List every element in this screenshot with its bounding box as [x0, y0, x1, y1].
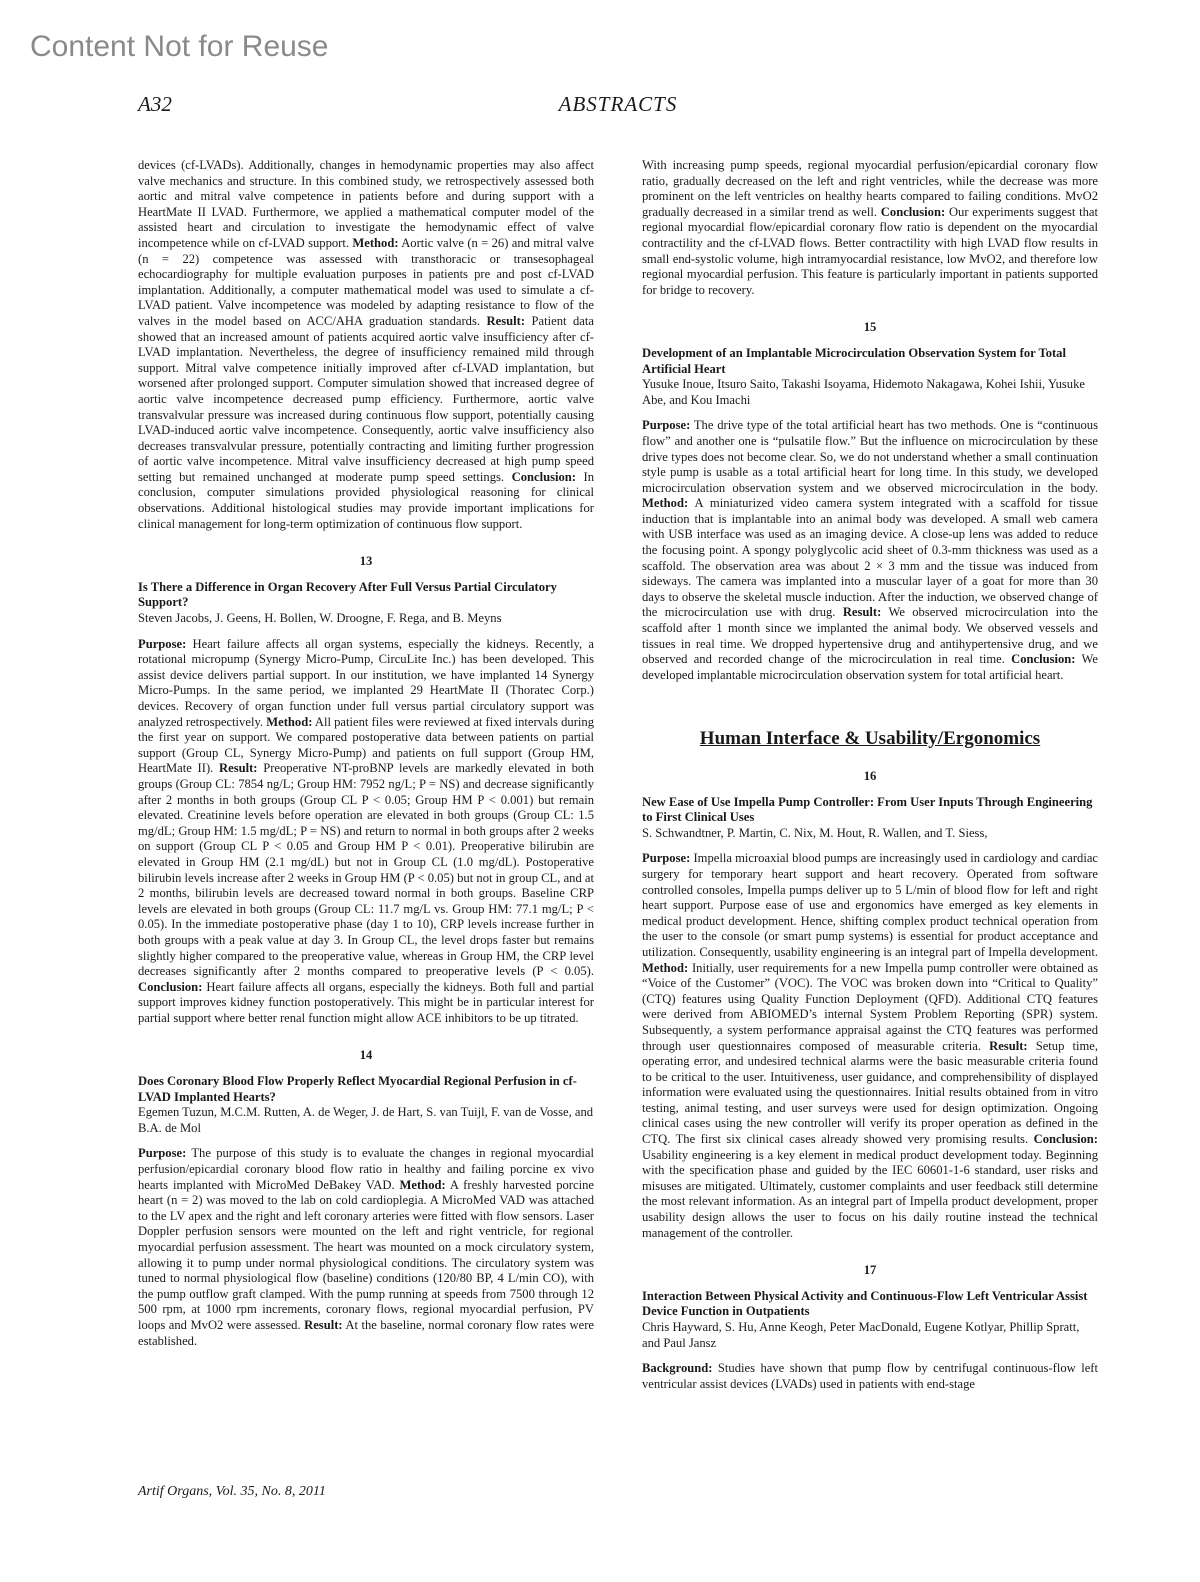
- abstract-13-title: Is There a Difference in Organ Recovery After Full Versus Partial Circulatory Support?: [138, 579, 557, 610]
- left-column: [138, 158, 594, 1349]
- abstract-17-number: 17: [863, 1263, 877, 1278]
- abstract-14-continuation: With increasing pump speeds, regional myocardial perfusion/epicardial coronary flow ratio, gradually decreased on the left and right ventricles, while the decrease was more prominent on the left ventricles on healthy hearts compared to failing conditions. MvO2 gradually decreased in a similar trend as well. Conclusion: Our experiments suggest that regional myocardial flow/epicardial coronary flow ratio is dependent on the myocardial contractility and the cf-LVAD flows. Better contractility with high LVAD flow results in small end-systolic volume, high intramyocardial resistance, low MvO2, and therefore low regional myocardial perfusion. This feature is particularly important in patients supported for bridge to recovery.: [642, 158, 1099, 297]
- abstract-16-authors: S. Schwandtner, P. Martin, C. Nix, M. Hout, R. Wallen, and T. Siess,: [642, 825, 988, 840]
- abstract-14-authors: Egemen Tuzun, M.C.M. Rutten, A. de Weger, J. de Hart, S. van Tuijl, F. van de Vosse, and B.A. de Mol: [138, 1105, 594, 1135]
- abstract-13-number: 13: [359, 554, 373, 569]
- journal-section-header: ABSTRACTS: [558, 92, 678, 116]
- watermark: Content Not for Reuse: [30, 30, 329, 63]
- abstract-17-body: Background: Studies have shown that pump flow by centrifugal continuous-flow left ventricular assist devices (LVADs) used in patients with end-stage: [642, 1361, 1098, 1391]
- right-column: [642, 158, 1098, 1392]
- abstract-14-number: 14: [359, 1048, 373, 1063]
- abstract-16-number: 16: [863, 769, 877, 783]
- journal-footer: Artif Organs, Vol. 35, No. 8, 2011: [138, 1484, 326, 1499]
- abstract-15-authors: Yusuke Inoue, Itsuro Saito, Takashi Isoyama, Hidemoto Nakagawa, Kohei Ishii, Yusuke Abe, and Kou Imachi: [642, 377, 1085, 407]
- section-heading: Human Interface & Usability/Ergonomics: [699, 728, 1041, 750]
- abstract-15-number: 15: [863, 320, 877, 335]
- abstract-13-authors: Steven Jacobs, J. Geens, H. Bollen, W. Droogne, F. Rega, and B. Meyns: [138, 611, 502, 626]
- abstract-15-title: Development of an Implantable Microcirculation Observation System for Total Artificial Heart: [642, 345, 1066, 376]
- abstract-17-title: Interaction Between Physical Activity and Continuous-Flow Left Ventricular Assist Device Function in Outpatients: [642, 1288, 1088, 1319]
- abstract-14-title: Does Coronary Blood Flow Properly Reflect Myocardial Regional Perfusion in cf-LVAD Implanted Hearts?: [138, 1074, 577, 1104]
- abstract-12-continuation: devices (cf-LVADs). Additionally, changes in hemodynamic properties may also affect valve mechanics and structure. In this combined study, we retrospectively assessed both aortic and mitral valve competence in patients before and during support with a HeartMate II LVAD. Furthermore, we applied a mathematical computer model of the assisted heart and circulation to investigate the hemodynamic effect of valve incompetence while on cf-LVAD support. Method: Aortic valve (n = 26) and mitral valve (n = 22) competence was assessed with transthoracic or transesophageal echocardiography for multiple evaluation purposes in patients pre and post cf-LVAD implantation. Additionally, a computer mathematical model was used to simulate a cf-LVAD patient. Valve incompetence was modeled by adapting resistance to flow of the valves in the model based on ACC/AHA graduation standards. Result: Patient data showed that an increased amount of patients acquired aortic valve insufficiency after cf-LVAD implantation. Nevertheless, the degree of insufficiency remained mild through support. Mitral valve competence initially improved after cf-LVAD implantation, but worsened after prolonged support. Computer simulation showed that increased degree of aortic valve incompetence decreased pump efficiency. Furthermore, aortic valve transvalvular pressure was increased during continuous flow support, potentially causing LVAD-induced aortic valve incompetence. Consequently, aortic valve insufficiency also decreases transvalvular pressure, potentially contracting and limiting further progression of aortic valve incompetence. Mitral valve insufficiency decreased at high pump speed setting but remained unchanged at moderate pump speed settings. Conclusion: In conclusion, computer simulations provided physiological reasoning for clinical observations. Additional histological studies may provide important implications for clinical management for long-term optimization of continuous flow support.: [138, 158, 594, 531]
- abstract-16-title: New Ease of Use Impella Pump Controller: From User Inputs Through Engineering to First Clinical Uses: [642, 794, 1093, 825]
- abstract-16-body: Purpose: Impella microaxial blood pumps are increasingly used in cardiology and cardiac surgery for temporary heart support and heart recovery. Operated from software controlled consoles, Impella pumps deliver up to 5 L/min of blood flow for left and right heart support. Purpose ease of use and ergonomics have emerged as key elements in medical product development. Hence, shifting complex product technical operation from the user to the console (or smart pump systems) is essential for product acceptance and utilization. Consequently, usability engineering is an integral part of Impella development. Method: Initially, user requirements for a new Impella pump controller were obtained as “Voice of the Customer” (VOC). The VOC was broken down into “Critical to Quality” (CTQ) features using Quality Function Deployment (QFD). Additional CTQ features were derived from ABIOMED’s internal System Problem Reporting (SPR) system. Subsequently, a system performance appraisal against the CTQ features was performed through user questionnaires composed of measurable criteria. Result: Setup time, operating error, and undesired technical alarms were the basic measurable criteria found to be critical to the user. Intuitiveness, user guidance, and comprehensibility of displayed information were evaluated using the questionnaires. Initial results obtained from in vitro testing, animal testing, and user surveys were used for design optimization. Ongoing clinical cases using the new controller will verify its proper operation as defined in the CTQ. The first six clinical cases already showed very promising results. Conclusion: Usability engineering is a key element in medical product development today. Beginning with the specification phase and guided by the IEC 60601-1-6 standard, user risks and misuses are mitigated. Ultimately, customer complaints and user feedback still determine the most relevant information. As an integral part of Impella product development, proper usability design allows the user to focus on his daily routine instead the technical management of the controller.: [642, 851, 1098, 1240]
- abstract-17-authors: Chris Hayward, S. Hu, Anne Keogh, Peter MacDonald, Eugene Kotlyar, Phillip Spratt, and Paul Jansz: [642, 1320, 1080, 1350]
- abstract-14-body: Purpose: The purpose of this study is to evaluate the changes in regional myocardial perfusion/epicardial coronary blood flow ratio in healthy and failing porcine ex vivo hearts implanted with MicroMed DeBakey VAD. Method: A freshly harvested porcine heart (n = 2) was moved to the lab on cold cardioplegia. A MicroMed VAD was attached to the LV apex and the right and left coronary arteries were fitted with flow sensors. Laser Doppler perfusion sensors were mounted on the left and right ventricle, for regional myocardial perfusion assessment. The heart was mounted on a mock circulatory system, allowing it to pump under normal physiological conditions. The circulatory system was tuned to normal physiological flow (baseline) conditions (120/80 BP, 4 L/min CO), with the pump outflow graft clamped. With the pump running at speeds from 7500 through 12 500 rpm, at 1000 rpm increments, coronary flows, regional myocardial perfusion, PV loops and MvO2 were assessed. Result: At the baseline, normal coronary flow rates were established.: [138, 1146, 594, 1348]
- abstract-13-body: Purpose: Heart failure affects all organ systems, especially the kidneys. Recently, a rotational micropump (Synergy Micro-Pump, CircuLite Inc.) has been developed. This assist device delivers partial support. In our institution, we have implanted 14 Synergy Micro-Pumps. In the same period, we implanted 29 HeartMate II (Thoratec Corp.) devices. Recovery of organ function under full versus partial circulatory support was analyzed retrospectively. Method: All patient files were reviewed at fixed intervals during the first year on support. We compared postoperative data between patients on partial support (Group CL, Synergy Micro-Pump) and patients on full support (Group HM, HeartMate II). Result: Preoperative NT-proBNP levels are markedly elevated in both groups (Group CL: 7854 ng/L; Group HM: 7952 ng/L; P = NS) and decrease significantly after 2 months in both groups (Group CL P < 0.05; Group HM P < 0.001) but remain elevated. Creatinine levels before operation are elevated in both groups (Group CL: 1.5 mg/dL; Group HM: 1.5 mg/dL; P = NS) and return to normal in both groups after 2 weeks on support (Group CL P < 0.05 and Group HM P < 0.01). Preoperative bilirubin are elevated in Group HM (2.1 mg/dL) but not in Group CL (1.0 mg/dL). Postoperative bilirubin levels increase after 2 weeks in Group HM (P < 0.05) but not in group CL, and at 2 months, bilirubin levels are decreased toward normal in both groups. Baseline CRP levels are elevated in both groups (Group CL: 11.7 mg/L vs. Group HM: 77.1 mg/L; P < 0.05). In the immediate postoperative phase (day 1 to 10), CRP levels increase further in both groups with a peak value at day 3. In Group CL, the level drops faster but remains slightly higher compared to the preoperative value, whereas in Group HM, the CRP level decreases significantly after 2 months compared to preoperative levels (P < 0.05). Conclusion: Heart failure affects all organs, especially the kidneys. Both full and partial support improves kidney function postoperatively. This might be in particular interest for partial support where better renal function might allow ACE inhibitors to be up titrated.: [138, 636, 594, 1025]
- page-number: A32: [138, 92, 172, 116]
- abstract-15-body: Purpose: The drive type of the total artificial heart has two methods. One is “continuous flow” and another one is “pulsatile flow.” But the influence on microcirculation by these drive types does not become clear. So, we do not understand whether a small continuation style pump is usable as a total artificial heart for long time. In this study, we developed microcirculation observation system and we observed microcirculation in the body. Method: A miniaturized video camera system integrated with a scaffold for tissue induction that is implantable into an animal body was developed. A small web camera with USB interface was used as an imaging device. A close-up lens was added to reduce the focusing point. A spongy polyglycolic acid sheet of 0.3-mm thickness was used as a scaffold. The observation area was about 2 × 3 mm and the tissue was induced from sideways. The camera was implanted into a muscular layer of a goat for more than 30 days to observe the skeletal muscle induction. After the induction, we observed change of the microcirculation use with drug. Result: We observed microcirculation into the scaffold after 1 month since we implanted the animal body. We observed vessels and tissues in real time. We dropped hypertensive drug and antihypertensive drug, and we observed and recorded change of the microcirculation in real time. Conclusion: We developed implantable microcirculation observation system for total artificial heart.: [642, 418, 1098, 682]
